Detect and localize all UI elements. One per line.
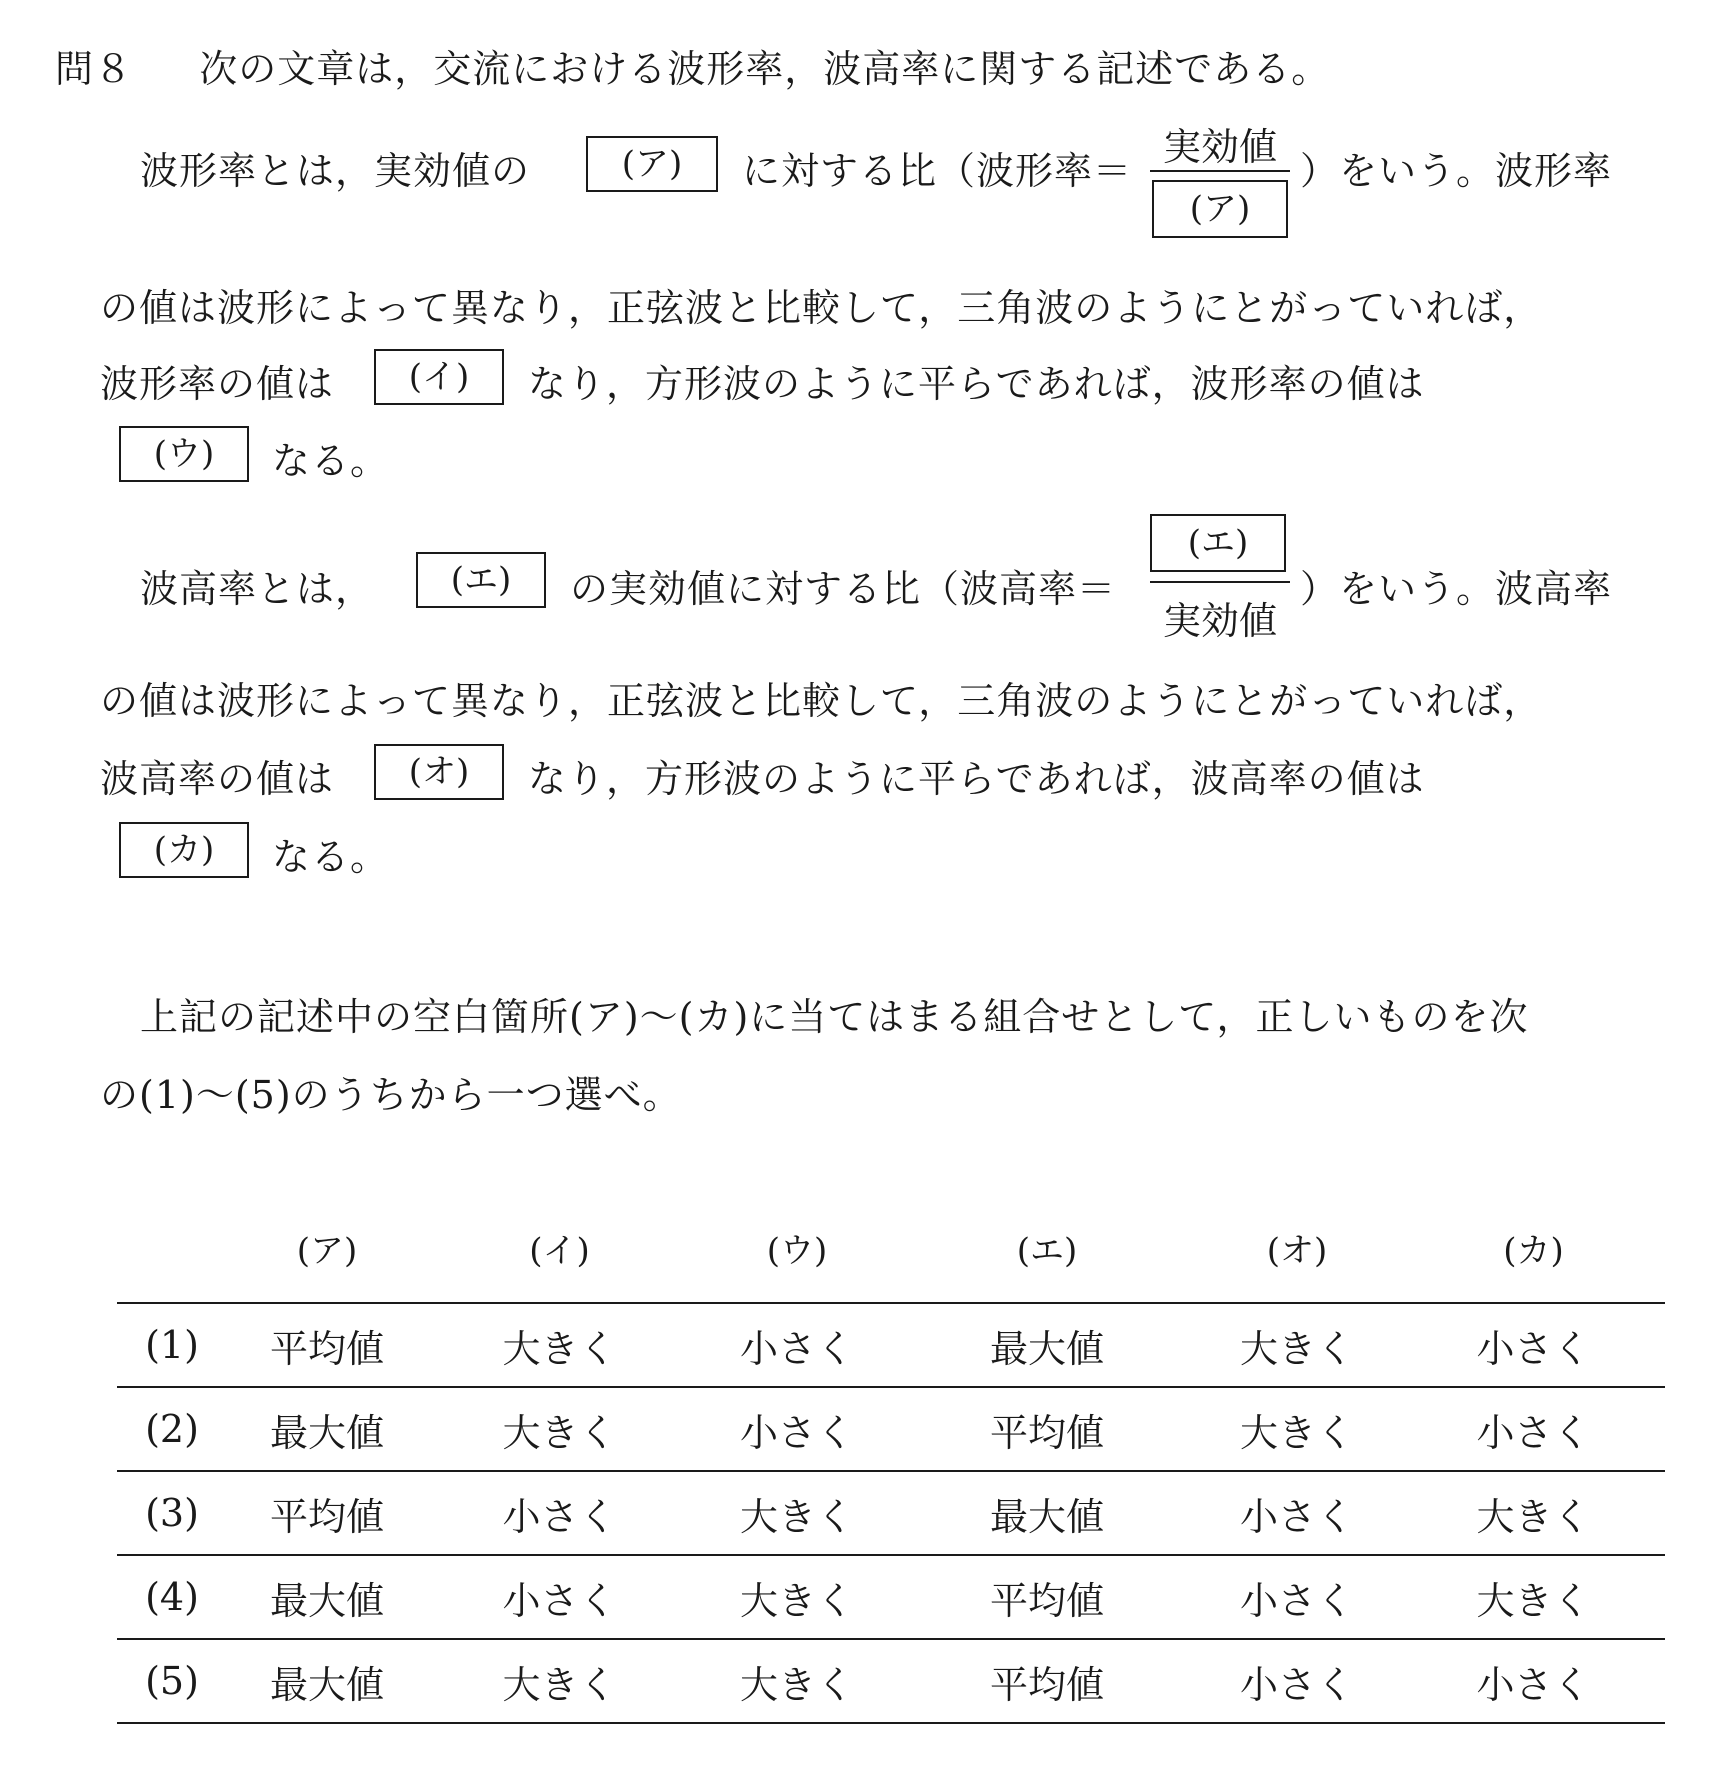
table-cell: 平均値 (227, 1303, 427, 1387)
blank-i-box: (イ) (374, 349, 504, 405)
table-row (117, 1303, 1665, 1387)
p2-line1-a: 波高率とは， (140, 567, 375, 611)
table-cell: 小さく (1402, 1303, 1665, 1387)
table-cell: 大きく (427, 1639, 692, 1723)
table-header: (ウ) (766, 1231, 828, 1271)
blank-ka-box: (カ) (119, 822, 249, 878)
table-cell: 大きく (1192, 1303, 1402, 1387)
table-cell: 大きく (1402, 1555, 1665, 1639)
table-cell: 小さく (427, 1555, 692, 1639)
choice-number: (5) (117, 1639, 227, 1723)
table-cell: 最大値 (227, 1555, 427, 1639)
table-cell: 小さく (692, 1387, 902, 1471)
p2-line1-b: の実効値に対する比（波高率＝ (570, 567, 1117, 611)
question-number: 問８ (55, 47, 134, 91)
table-row (117, 1639, 1665, 1723)
p1-frac-numerator: 実効値 (1162, 125, 1277, 169)
p2-frac-bar (1150, 581, 1290, 583)
question-title (55, 38, 1330, 93)
choice-number: (4) (117, 1555, 227, 1639)
p1-frac-bar (1150, 170, 1290, 172)
blank-a-box: (ア) (586, 136, 718, 192)
table-cell: 大きく (427, 1387, 692, 1471)
table-cell: 小さく (427, 1471, 692, 1555)
p1-line1-b: に対する比（波形率＝ (742, 149, 1133, 193)
answer-choices-table (117, 1215, 1665, 1724)
p1-line1-a: 波形率とは，実効値の (140, 149, 531, 193)
p1-line3-b: なり，方形波のように平らであれば，波形率の値は (528, 362, 1425, 406)
p1-frac-denominator-box: (ア) (1152, 180, 1288, 238)
table-header: (カ) (1503, 1231, 1564, 1271)
table-cell: 最大値 (902, 1303, 1192, 1387)
table-row (117, 1555, 1665, 1639)
p1-line3-a: 波形率の値は (100, 362, 335, 406)
blank-e-box: (エ) (416, 552, 546, 608)
table-cell: 小さく (692, 1303, 902, 1387)
table-cell: 大きく (1402, 1471, 1665, 1555)
instruction-line1: 上記の記述中の空白箇所(ア)～(カ)に当てはまる組合せとして，正しいものを次 (140, 995, 1529, 1039)
table-header: (オ) (1266, 1231, 1328, 1271)
choice-number: (2) (117, 1387, 227, 1471)
table-cell: 平均値 (227, 1471, 427, 1555)
table-cell: 最大値 (227, 1387, 427, 1471)
table-cell: 小さく (1402, 1387, 1665, 1471)
table-cell: 小さく (1192, 1639, 1402, 1723)
question-stem: 次の文章は，交流における波形率，波高率に関する記述である。 (199, 47, 1331, 91)
choice-number: (1) (117, 1303, 227, 1387)
choice-number: (3) (117, 1471, 227, 1555)
p2-line1-c: ）をいう。波高率 (1300, 567, 1613, 611)
table-cell: 大きく (692, 1471, 902, 1555)
blank-o-box: (オ) (374, 744, 504, 800)
p2-line4: なる。 (272, 835, 390, 879)
table-cell: 小さく (1192, 1471, 1402, 1555)
p2-line3-a: 波高率の値は (100, 757, 335, 801)
p2-frac-numerator-box: (エ) (1150, 514, 1286, 572)
table-cell: 大きく (692, 1639, 902, 1723)
instruction-line2: の(1)～(5)のうちから一つ選べ。 (100, 1073, 682, 1117)
table-cell: 小さく (1192, 1555, 1402, 1639)
table-cell: 最大値 (227, 1639, 427, 1723)
table-cell: 大きく (692, 1555, 902, 1639)
p1-line1-c: ）をいう。波形率 (1300, 149, 1613, 193)
table-header-row (117, 1215, 1665, 1303)
table-row (117, 1387, 1665, 1471)
blank-u-box: (ウ) (119, 426, 249, 482)
table-cell: 最大値 (902, 1471, 1192, 1555)
p2-line3-b: なり，方形波のように平らであれば，波高率の値は (528, 757, 1425, 801)
p2-line2: の値は波形によって異なり，正弦波と比較して，三角波のようにとがっていれば， (100, 679, 1543, 723)
table-row (117, 1471, 1665, 1555)
p2-frac-denominator: 実効値 (1162, 599, 1277, 643)
table-cell: 大きく (427, 1303, 692, 1387)
table-header: (エ) (1016, 1231, 1078, 1271)
p1-line4: なる。 (272, 439, 390, 483)
table-cell: 小さく (1402, 1639, 1665, 1723)
table-cell: 大きく (1192, 1387, 1402, 1471)
table-header: (イ) (529, 1231, 590, 1271)
table-header (117, 1215, 227, 1303)
table-cell: 平均値 (902, 1639, 1192, 1723)
p1-line2: の値は波形によって異なり，正弦波と比較して，三角波のようにとがっていれば， (100, 286, 1543, 330)
table-header: (ア) (296, 1231, 358, 1271)
table-cell: 平均値 (902, 1555, 1192, 1639)
table-cell: 平均値 (902, 1387, 1192, 1471)
